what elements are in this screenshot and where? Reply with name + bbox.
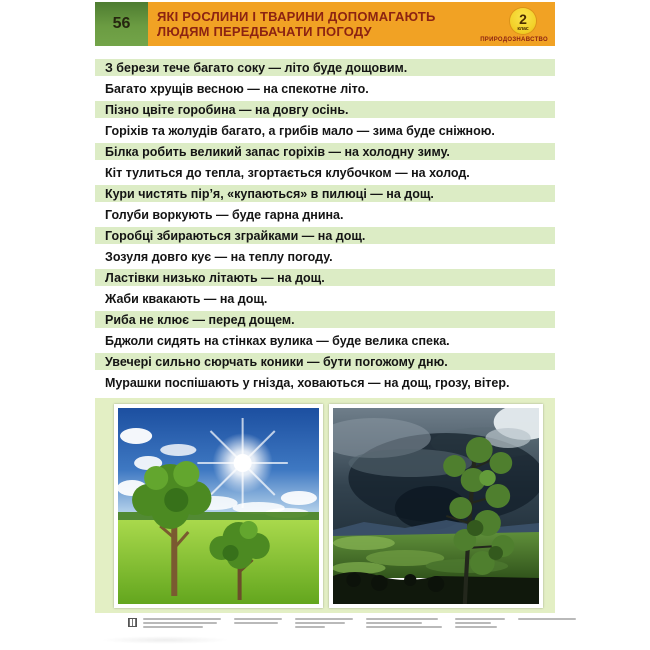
colophon-microtext [455,618,505,628]
colophon-microtext [295,618,353,628]
sunny-landscape-graphic [118,408,319,604]
page-title-line2: ЛЮДЯМ ПЕРЕДБАЧАТИ ПОГОДУ [157,24,372,39]
card-number: 56 [95,2,148,46]
subject-label: ПРИРОДОЗНАВСТВО [480,37,548,43]
list-item: Бджоли сидять на стінках вулика — буде велика спека. [105,333,450,348]
stormy-weather-photo [329,404,543,608]
colophon-microtext [518,618,576,620]
list-item: Голуби воркують — буде гарна днина. [105,207,344,222]
list-item: Багато хрущів весною — на спекотне літо. [105,81,369,96]
grade-label: клас [517,26,529,32]
header-band [95,2,555,46]
grade-number: 2 [519,11,527,27]
list-item: З берези тече багато соку — літо буде дощовим. [95,57,555,78]
list-item: Горіхів та жолудів багато, а грибів мало — зима буде сніжною. [105,123,495,138]
sunny-weather-photo [114,404,323,608]
header-title-area [148,2,555,46]
storm-landscape-graphic [333,408,539,604]
grade-badge [510,8,536,34]
list-item: Жаби квакають — на дощ. [105,291,268,306]
colophon-microtext [143,618,221,628]
list-item: Білка робить великий запас горіхів — на холодну зиму. [95,141,555,162]
list-item: Кіт тулиться до тепла, згортається клубочком — на холод. [105,165,470,180]
page-title-line1: ЯКІ РОСЛИНИ І ТВАРИНИ ДОПОМАГАЮТЬ [157,9,436,24]
list-item: Горобці збираються зграйками — на дощ. [95,225,555,246]
forecast-list [95,57,555,393]
list-item: Увечері сильно сюрчать коники — бути погожому дню. [95,351,555,372]
publisher-logo-icon [128,618,137,627]
colophon [128,618,532,628]
colophon-microtext [366,618,442,628]
list-item: Мурашки поспішають у гнізда, ховаються — на дощ, грозу, вітер. [105,375,510,390]
list-item: Риба не клює — перед дощем. [95,309,555,330]
list-item: Зозуля довго кує — на теплу погоду. [105,249,333,264]
list-item: Ластівки низько літають — на дощ. [95,267,555,288]
photo-panel [95,398,555,613]
colophon-microtext [234,618,282,624]
page-shadow [100,636,230,644]
list-item: Кури чистять пір’я, «купаються» в пилюці — на дощ. [95,183,555,204]
list-item: Пізно цвіте горобина — на довгу осінь. [95,99,555,120]
page-title [148,9,436,39]
